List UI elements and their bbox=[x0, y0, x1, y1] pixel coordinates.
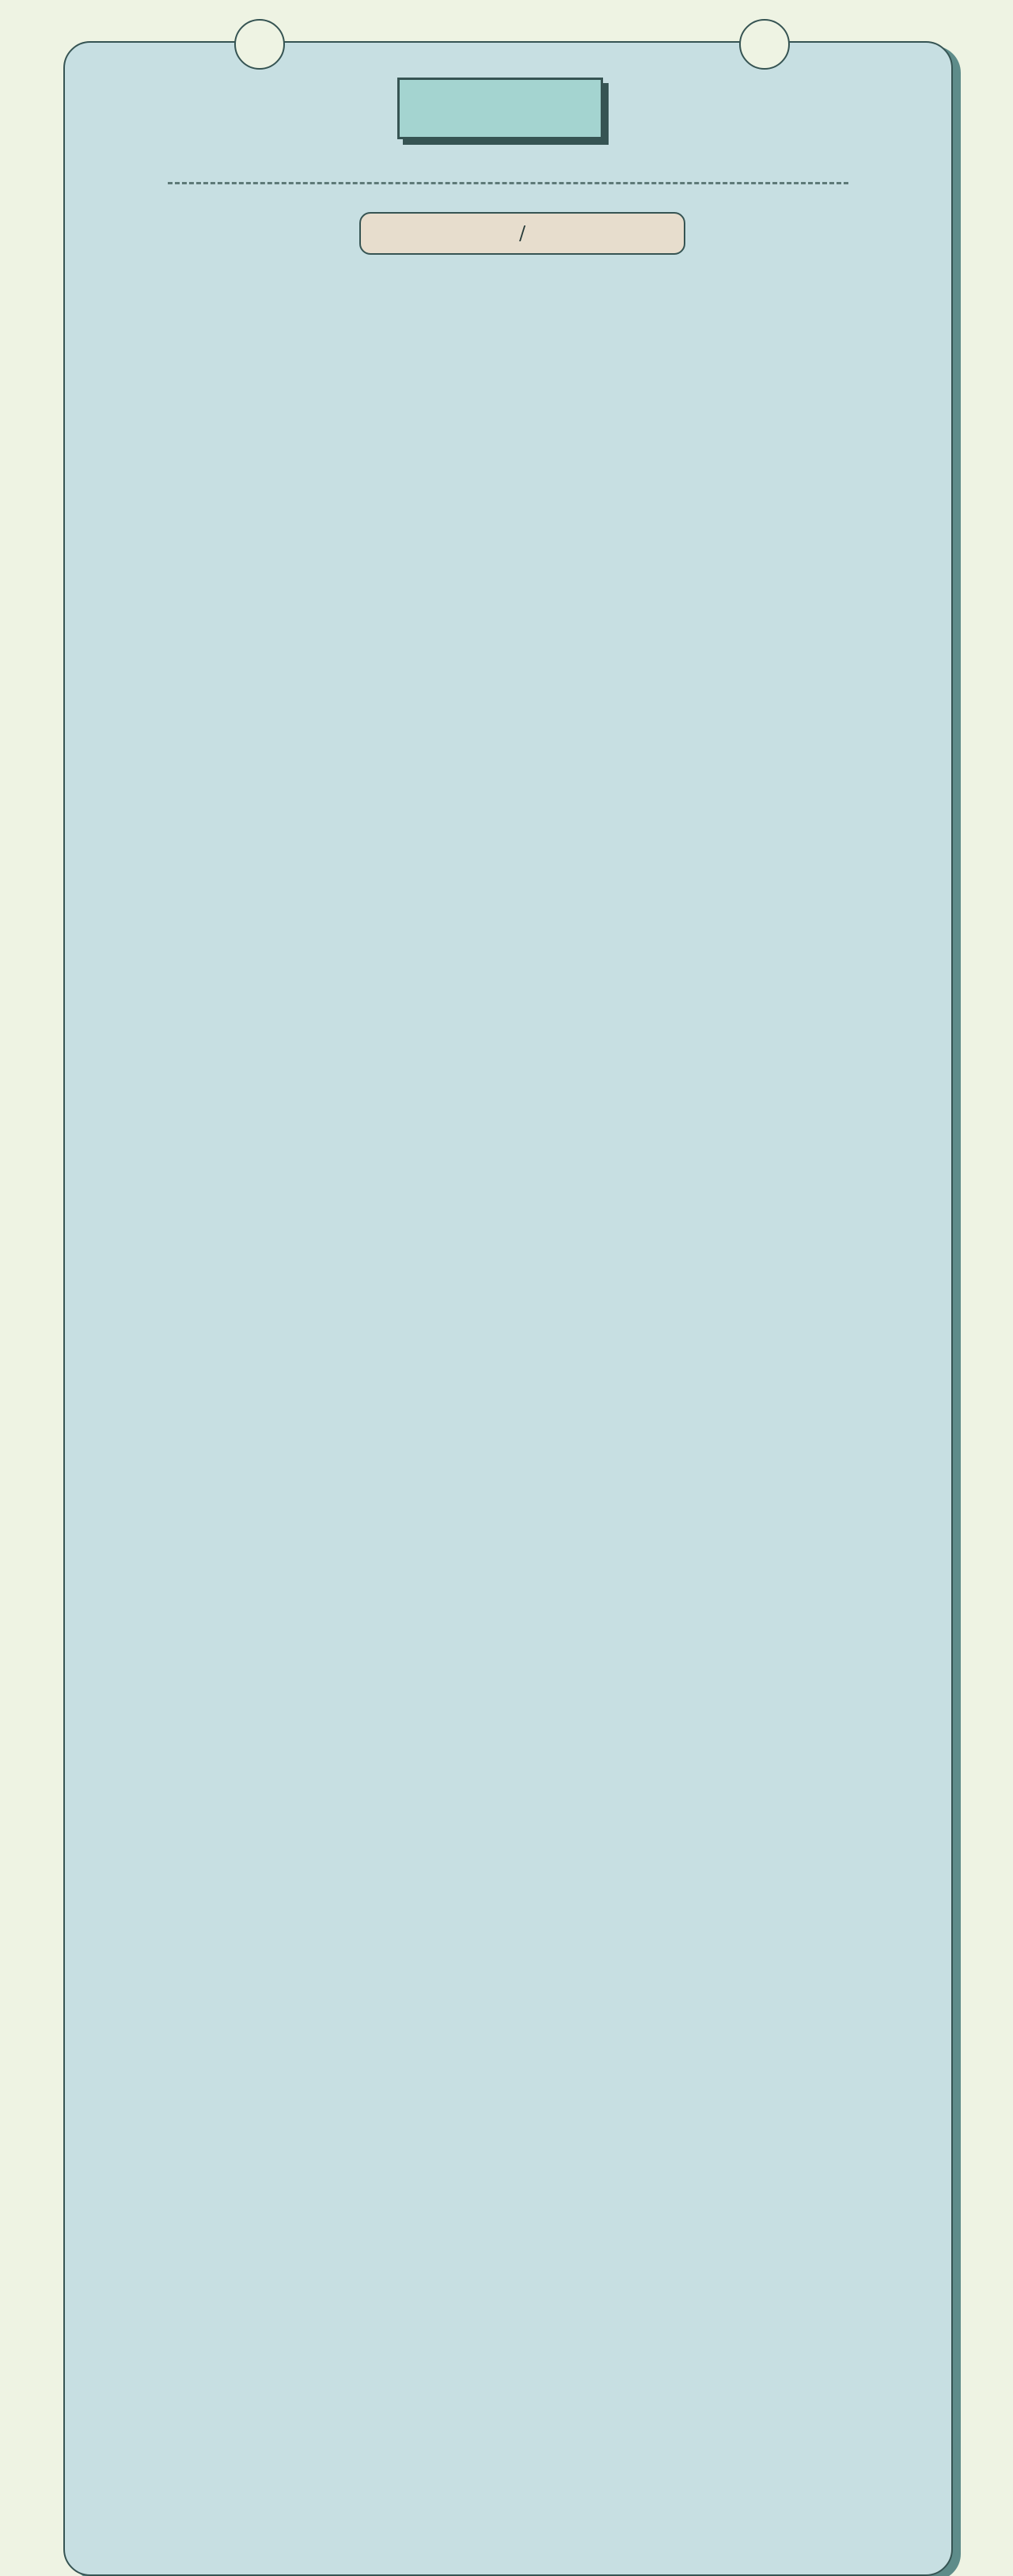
card-notch-right bbox=[739, 19, 790, 70]
catalog-card bbox=[63, 41, 953, 2576]
header-slash: / bbox=[518, 222, 526, 244]
card-notch-left bbox=[234, 19, 285, 70]
dashed-divider bbox=[168, 182, 848, 184]
section-title bbox=[397, 78, 603, 139]
collection-header bbox=[359, 212, 685, 255]
